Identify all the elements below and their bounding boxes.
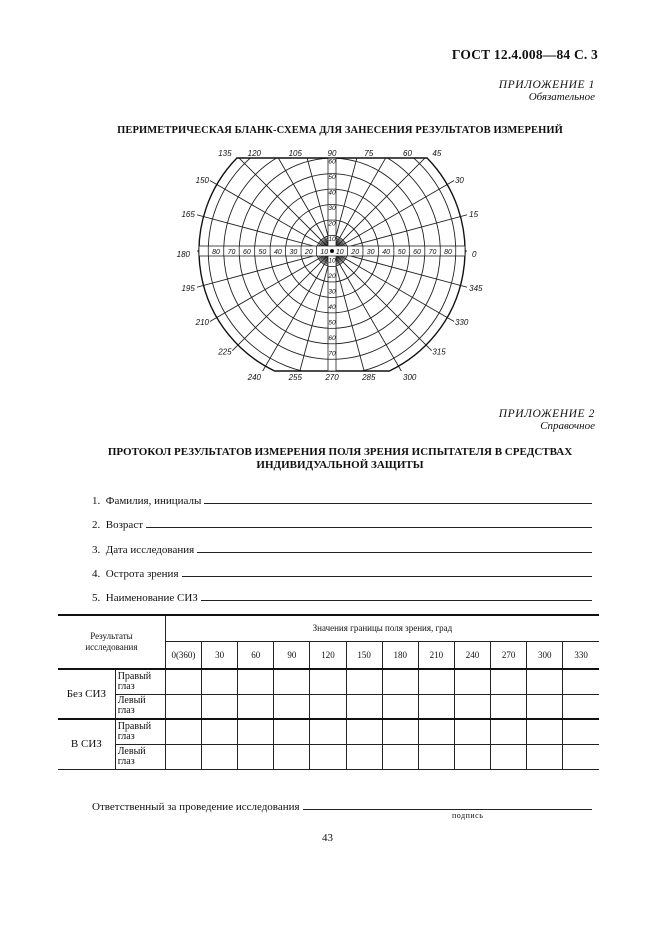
field-age-label: 2. Возраст <box>92 519 144 531</box>
radial-scale-label: 30 <box>366 249 375 256</box>
responsible-label: Ответственный за проведение исследования <box>92 801 300 813</box>
responsible-field[interactable] <box>92 797 592 813</box>
value-cell[interactable] <box>238 669 274 694</box>
field-name-label: 1. Фамилия, инициалы <box>92 495 202 507</box>
field-acuity-line[interactable] <box>182 576 592 577</box>
responsible-line[interactable] <box>303 809 592 810</box>
radial-scale-label: 50 <box>258 249 267 256</box>
value-cell[interactable] <box>346 744 382 769</box>
vertical-scale-label: 40 <box>328 303 336 311</box>
gost-header: ГОСТ 12.4.008—84 С. 3 <box>451 47 598 62</box>
radial-scale-label: 40 <box>273 249 282 256</box>
value-cell[interactable] <box>238 694 274 719</box>
field-date[interactable] <box>92 540 592 556</box>
vertical-scale-label: 20 <box>328 273 336 281</box>
results-header: Результаты исследования <box>85 631 138 652</box>
signature-caption: подпись <box>452 811 484 820</box>
angle-label: 240 <box>247 373 261 382</box>
angle-label: 30 <box>454 176 464 185</box>
angle-label: 165 <box>181 210 195 220</box>
protocol-title-line-1: ПРОТОКОЛ РЕЗУЛЬТАТОВ ИЗМЕРЕНИЯ ПОЛЯ ЗРЕНИЯ ИСПЫТАТЕЛЯ В СРЕДСТВАХ <box>107 446 573 458</box>
value-cell[interactable] <box>527 719 563 744</box>
meridian-line <box>232 151 332 251</box>
field-ppe-name-line[interactable] <box>201 600 592 601</box>
vertical-scale-label: 10 <box>328 235 336 243</box>
radial-scale-label: 20 <box>351 249 360 256</box>
group-label-cell <box>58 719 115 769</box>
field-date-label: 3. Дата исследования <box>92 544 195 556</box>
value-cell[interactable] <box>274 719 310 744</box>
radial-scale-label: 80 <box>212 249 220 256</box>
value-cell[interactable] <box>274 669 310 694</box>
value-cell[interactable] <box>382 669 418 694</box>
field-name[interactable] <box>92 491 592 507</box>
angle-label: 195 <box>181 283 195 293</box>
meridian-line <box>332 251 368 387</box>
angle-label: 255 <box>288 373 302 382</box>
angle-label: 180 <box>176 250 190 259</box>
perimetric-chart <box>160 150 490 390</box>
value-cell[interactable] <box>418 669 454 694</box>
value-cell[interactable] <box>454 694 490 719</box>
value-cell[interactable] <box>563 669 599 694</box>
radial-scale-label: 10 <box>320 249 329 256</box>
meridian-line <box>196 215 332 251</box>
value-cell[interactable] <box>382 694 418 719</box>
value-cell[interactable] <box>454 719 490 744</box>
value-cell[interactable] <box>274 744 310 769</box>
field-ppe-name[interactable] <box>92 588 592 604</box>
eye-label-cell <box>115 694 165 719</box>
meridian-line <box>232 251 332 351</box>
angle-header-cell <box>527 641 563 669</box>
meridian-line <box>296 251 332 387</box>
value-cell[interactable] <box>527 694 563 719</box>
angle-label: 270 <box>325 373 339 382</box>
angle-header: 240 <box>465 649 480 660</box>
angle-header: 210 <box>429 649 444 660</box>
value-cell[interactable] <box>346 694 382 719</box>
results-table <box>58 614 599 770</box>
vertical-scale-label: 30 <box>328 205 336 213</box>
group-label: Без СИЗ <box>66 688 106 700</box>
angle-label: 210 <box>195 318 210 327</box>
angle-header-cell <box>310 641 346 669</box>
value-cell[interactable] <box>346 669 382 694</box>
value-cell[interactable] <box>418 694 454 719</box>
field-acuity-label: 4. Острота зрения <box>92 568 179 580</box>
value-cell[interactable] <box>418 744 454 769</box>
radial-scale-label: 50 <box>397 249 406 256</box>
angle-label: 300 <box>403 373 417 382</box>
angle-label: 135 <box>218 150 232 158</box>
appendix-2-status: Справочное <box>540 420 595 432</box>
value-cell[interactable] <box>310 744 346 769</box>
angle-header: 0(360) <box>171 649 196 660</box>
meridian-line <box>332 251 432 351</box>
value-cell[interactable] <box>165 694 201 719</box>
value-cell[interactable] <box>382 744 418 769</box>
eye-label: Левый глаз <box>117 745 146 767</box>
perimeter-chart-title: ПЕРИМЕТРИЧЕСКАЯ БЛАНК-СХЕМА ДЛЯ ЗАНЕСЕНИЯ РЕЗУЛЬТАТОВ ИЗМЕРЕНИЙ <box>117 125 563 136</box>
vertical-scale-label: 70 <box>328 350 336 358</box>
angle-label: 75 <box>364 150 374 158</box>
radial-scale-label: 20 <box>304 249 313 256</box>
angle-header: 330 <box>574 649 588 660</box>
group-label-cell <box>58 669 115 719</box>
angle-label: 15 <box>469 210 479 220</box>
angle-header-cell <box>382 641 418 669</box>
angle-header: 150 <box>357 649 371 660</box>
field-age[interactable] <box>92 515 592 531</box>
appendix-2-name: ПРИЛОЖЕНИЕ 2 <box>498 408 595 420</box>
vertical-scale-label: 40 <box>328 189 336 197</box>
value-cell[interactable] <box>491 744 527 769</box>
vertical-scale-label: 30 <box>328 288 336 296</box>
page-number: 43 <box>322 832 333 844</box>
angle-label: 150 <box>195 176 210 185</box>
radial-scale-label: 70 <box>428 249 437 256</box>
vertical-scale-label: 60 <box>328 158 336 166</box>
angle-label: 0 <box>472 250 477 259</box>
angle-label: 105 <box>288 150 302 158</box>
angle-header-cell <box>454 641 490 669</box>
appendix-1-status: Обязательное <box>528 91 595 103</box>
angle-header: 30 <box>215 649 225 660</box>
angle-label: 120 <box>247 150 261 158</box>
value-cell[interactable] <box>238 744 274 769</box>
angle-header: 90 <box>287 649 297 660</box>
angle-header: 120 <box>321 649 335 660</box>
radial-scale-label: 80 <box>444 249 452 256</box>
eye-label-cell <box>115 669 165 694</box>
value-cell[interactable] <box>563 719 599 744</box>
value-cell[interactable] <box>491 694 527 719</box>
fixation-point <box>330 249 334 253</box>
radial-scale-label: 60 <box>243 249 251 256</box>
angle-header: 180 <box>393 649 407 660</box>
field-ppe-name-label: 5. Наименование СИЗ <box>92 592 198 604</box>
angle-header-cell <box>491 641 527 669</box>
field-acuity[interactable] <box>92 564 592 580</box>
meridian-line <box>332 251 468 287</box>
vertical-scale-label: 10 <box>328 257 336 265</box>
vertical-scale-label: 20 <box>328 220 336 228</box>
value-cell[interactable] <box>563 694 599 719</box>
angle-label: 345 <box>469 283 483 293</box>
value-cell[interactable] <box>491 719 527 744</box>
value-cell[interactable] <box>202 744 238 769</box>
eye-label: Левый глаз <box>117 695 146 717</box>
protocol-title <box>60 446 620 472</box>
value-cell[interactable] <box>202 694 238 719</box>
value-cell[interactable] <box>310 694 346 719</box>
angle-header-cell <box>202 641 238 669</box>
radial-scale-label: 70 <box>227 249 236 256</box>
value-cell[interactable] <box>202 719 238 744</box>
angle-label: 315 <box>432 347 446 357</box>
field-age-line[interactable] <box>146 527 592 528</box>
value-cell[interactable] <box>527 669 563 694</box>
value-cell[interactable] <box>274 694 310 719</box>
radial-scale-label: 40 <box>382 249 391 256</box>
angle-header: 60 <box>251 649 261 660</box>
value-cell[interactable] <box>346 719 382 744</box>
values-header: Значения границы поля зрения, град <box>312 623 453 634</box>
angle-header-cell <box>418 641 454 669</box>
value-cell[interactable] <box>563 744 599 769</box>
angle-header: 300 <box>537 649 552 660</box>
meridian-line <box>332 150 368 251</box>
radial-scale-label: 60 <box>413 249 421 256</box>
angle-label: 330 <box>454 318 469 327</box>
protocol-title-line-2: ИНДИВИДУАЛЬНОЙ ЗАЩИТЫ <box>256 459 424 471</box>
radial-scale-label: 10 <box>335 249 344 256</box>
group-label: В СИЗ <box>70 738 102 751</box>
value-cell[interactable] <box>202 669 238 694</box>
angle-header-cell <box>274 641 310 669</box>
value-cell[interactable] <box>527 744 563 769</box>
angle-header-cell <box>346 641 382 669</box>
value-cell[interactable] <box>165 719 201 744</box>
meridian-line <box>296 150 332 251</box>
results-header-cell <box>58 615 165 669</box>
value-cell[interactable] <box>382 719 418 744</box>
angle-header-cell <box>165 641 201 669</box>
angle-label: 60 <box>403 150 412 158</box>
eye-label: Правый глаз <box>117 720 152 742</box>
angle-header: 270 <box>501 649 516 660</box>
eye-label-cell <box>115 719 165 744</box>
angle-label: 285 <box>362 373 376 382</box>
vertical-scale-label: 50 <box>328 319 336 327</box>
vertical-scale-label: 50 <box>328 174 336 182</box>
field-name-line[interactable] <box>204 503 592 504</box>
value-cell[interactable] <box>165 744 201 769</box>
angle-header-cell <box>238 641 274 669</box>
radial-scale-label: 30 <box>289 249 298 256</box>
values-header-cell <box>165 615 599 641</box>
meridian-line <box>332 151 432 251</box>
eye-label-cell <box>115 744 165 769</box>
eye-label: Правый глаз <box>117 670 152 692</box>
meridian-line <box>196 251 332 287</box>
angle-label: 90 <box>327 150 337 158</box>
appendix-1-name: ПРИЛОЖЕНИЕ 1 <box>498 79 595 91</box>
value-cell[interactable] <box>491 669 527 694</box>
value-cell[interactable] <box>454 669 490 694</box>
value-cell[interactable] <box>310 719 346 744</box>
value-cell[interactable] <box>418 719 454 744</box>
value-cell[interactable] <box>165 669 201 694</box>
value-cell[interactable] <box>310 669 346 694</box>
value-cell[interactable] <box>454 744 490 769</box>
meridian-line <box>332 215 468 251</box>
appendix-2-label <box>499 408 595 432</box>
angle-label: 225 <box>218 347 232 357</box>
angle-header-cell <box>563 641 599 669</box>
vertical-scale-label: 60 <box>328 334 336 342</box>
field-date-line[interactable] <box>197 552 592 553</box>
angle-label: 45 <box>432 150 442 158</box>
appendix-1-label <box>499 79 595 103</box>
value-cell[interactable] <box>238 719 274 744</box>
